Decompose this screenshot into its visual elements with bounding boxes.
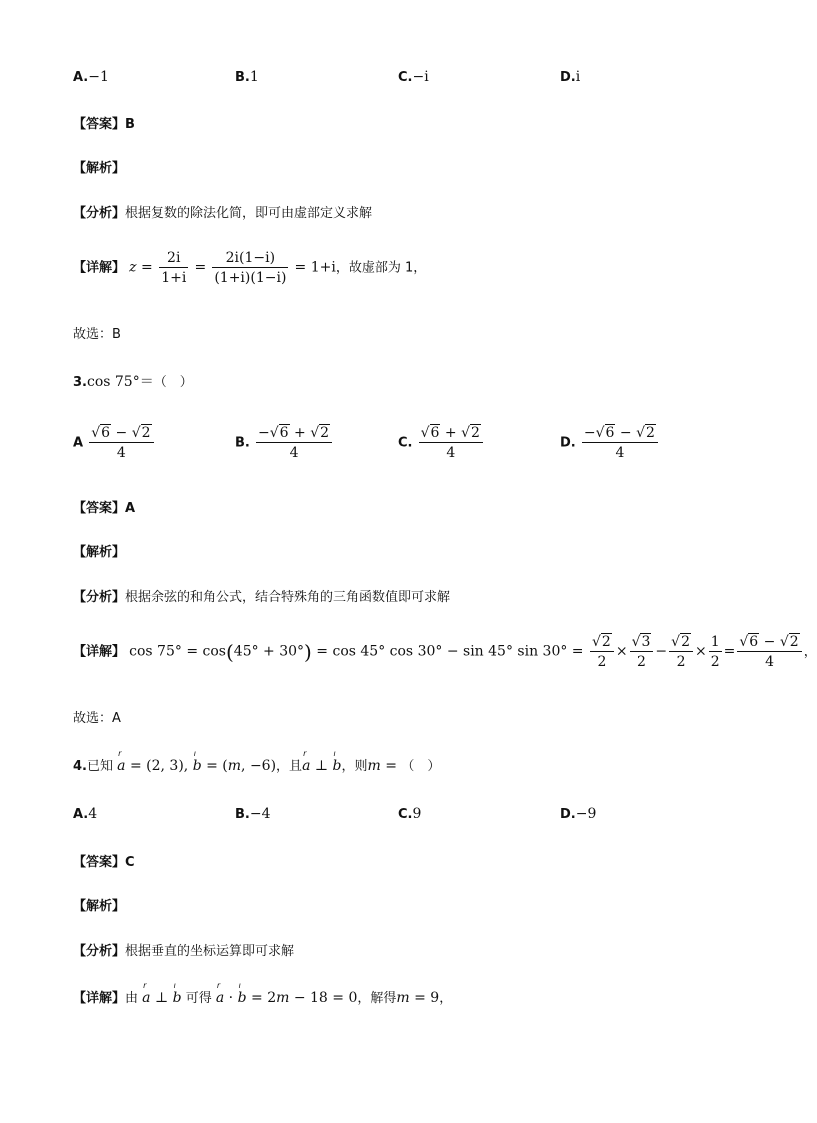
q2-option-c: C.−i: [398, 69, 429, 85]
q3-analysis-heading: 【解析】: [73, 545, 126, 560]
q3-option-c: C. $\frac{√6 + √2}{4}$: [398, 425, 485, 461]
q2-option-a: A.−1: [73, 69, 109, 85]
q4-stem: 4.已知 a r = (2, 3), b ı = (m, −6)，且a r ⊥ b ı ，则m = （ ）: [73, 749, 441, 774]
q4-fenxi: 【分析】根据垂直的坐标运算即可求解: [73, 944, 295, 959]
q3-fenxi: 【分析】根据余弦的和角公式，结合特殊角的三角函数值即可求解: [73, 590, 451, 605]
q2-detail: 【详解】 z = $\frac{2i}{1+i}$ = $\frac{2i(1-i)}{(1+i)(1-i)}$ = 1+i，故虚部为 1，: [73, 250, 427, 286]
q4-answer: 【答案】C: [73, 855, 135, 870]
q3-option-a: A $\frac{√6 - √2}{4}$: [73, 425, 156, 461]
q4-option-d: D.−9: [560, 806, 597, 822]
q2-answer: 【答案】B: [73, 117, 135, 132]
q2-option-d: D.i: [560, 69, 581, 85]
q3-stem: 3.cos 75°＝（ ）: [73, 374, 193, 390]
q3-answer: 【答案】A: [73, 501, 136, 516]
q4-analysis-heading: 【解析】: [73, 899, 126, 914]
q2-fenxi: 【分析】根据复数的除法化简，即可由虚部定义求解: [73, 206, 373, 221]
q3-option-b: B. $\frac{-√6 + √2}{4}$: [235, 425, 334, 461]
q3-detail: 【详解】 cos 75° = cos(45° + 30°) = cos 45° cos 30° − sin 45° sin 30° = $\frac{√2}{2}$ × $\frac{√3}{2}$ − $\frac{√2}{2}$ × $\frac{1}{2}$ = $\frac{√6 - √2}{4}$ ，: [73, 634, 817, 670]
q3-option-d: D. $\frac{-√6 - √2}{4}$: [560, 425, 660, 461]
q4-detail: 【详解】由 a r ⊥ b ı 可得 a r · b ı = 2m − 18 = 0，解得m = 9，: [73, 981, 453, 1006]
q4-option-a: A.4: [73, 806, 98, 822]
q2-option-b: B.1: [235, 69, 259, 85]
q3-conclusion: 故选：A: [73, 711, 121, 726]
q2-analysis-heading: 【解析】: [73, 161, 126, 176]
q4-option-b: B.−4: [235, 806, 271, 822]
q2-conclusion: 故选：B: [73, 327, 121, 342]
q4-option-c: C.9: [398, 806, 422, 822]
